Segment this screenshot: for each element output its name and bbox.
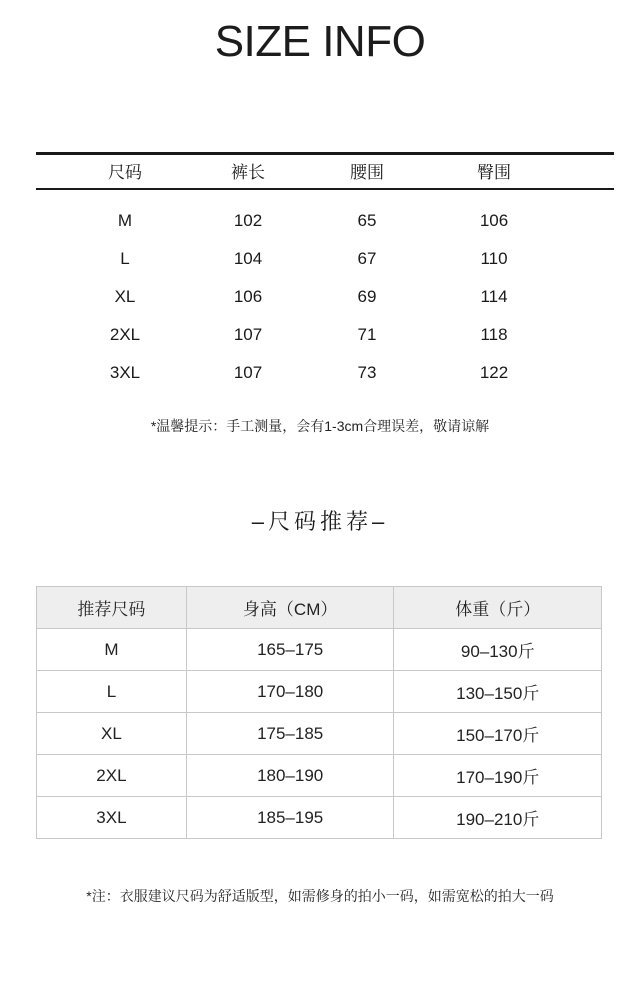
header-hip: 臀围 [477,163,511,182]
recommend-cell: 170–190斤 [394,755,602,797]
header-height: 身高（CM） [186,587,394,629]
header-recommend-size: 推荐尺码 [37,587,187,629]
table-row [0,207,640,235]
table-cell: 107 [233,363,263,382]
recommend-cell: XL [37,713,187,755]
table-cell: XL [114,287,136,306]
recommend-cell: 3XL [37,797,187,839]
fit-note: *注：衣服建议尺码为舒适版型，如需修身的拍小一码，如需宽松的拍大一码 [86,888,554,904]
header-weight: 体重（斤） [394,587,602,629]
table-cell: 102 [233,211,263,230]
measurement-note: *温馨提示：手工测量，会有1-3cm合理误差，敬请谅解 [150,418,490,434]
recommend-table-header [37,587,602,629]
recommend-cell: 175–185 [186,713,394,755]
page-title: SIZE INFO [214,17,426,66]
recommend-cell: 190–210斤 [394,797,602,839]
recommend-cell: 165–175 [186,629,394,671]
table-cell: 106 [233,287,263,306]
table-cell: 71 [357,325,377,344]
recommend-cell: 170–180 [186,671,394,713]
recommend-row [37,671,602,713]
size-table-header-row [0,158,640,188]
table-cell: 3XL [109,363,141,382]
table-cell: 67 [357,249,377,268]
table-cell: 106 [479,211,509,230]
recommend-table [36,586,602,839]
recommend-row [37,797,602,839]
table-row [0,321,640,349]
table-row [0,359,640,387]
table-cell: 110 [480,249,508,268]
header-size: 尺码 [108,163,142,182]
recommend-cell: 130–150斤 [394,671,602,713]
table-cell: M [117,211,133,230]
header-length: 裤长 [231,163,265,182]
table-cell: 2XL [109,325,141,344]
size-table-grid [0,0,640,400]
recommend-cell: 2XL [37,755,187,797]
table-row [0,283,640,311]
recommend-cell: L [37,671,187,713]
header-waist: 腰围 [350,163,384,182]
recommend-title: –尺码推荐– [251,509,389,534]
table-cell: 118 [480,325,508,344]
table-cell: 65 [357,211,377,230]
recommend-cell: 150–170斤 [394,713,602,755]
recommend-cell: 90–130斤 [394,629,602,671]
recommend-row [37,629,602,671]
recommend-cell: 180–190 [186,755,394,797]
recommend-cell: 185–195 [186,797,394,839]
table-cell: 73 [357,363,377,382]
table-cell: 104 [233,249,263,268]
recommend-cell: M [37,629,187,671]
table-cell: 107 [233,325,263,344]
table-cell: 122 [479,363,509,382]
table-cell: L [120,249,130,268]
table-header-rule [36,188,614,190]
table-cell: 114 [480,287,508,306]
table-cell: 69 [357,287,377,306]
recommend-row [37,755,602,797]
table-row [0,245,640,273]
recommend-row [37,713,602,755]
